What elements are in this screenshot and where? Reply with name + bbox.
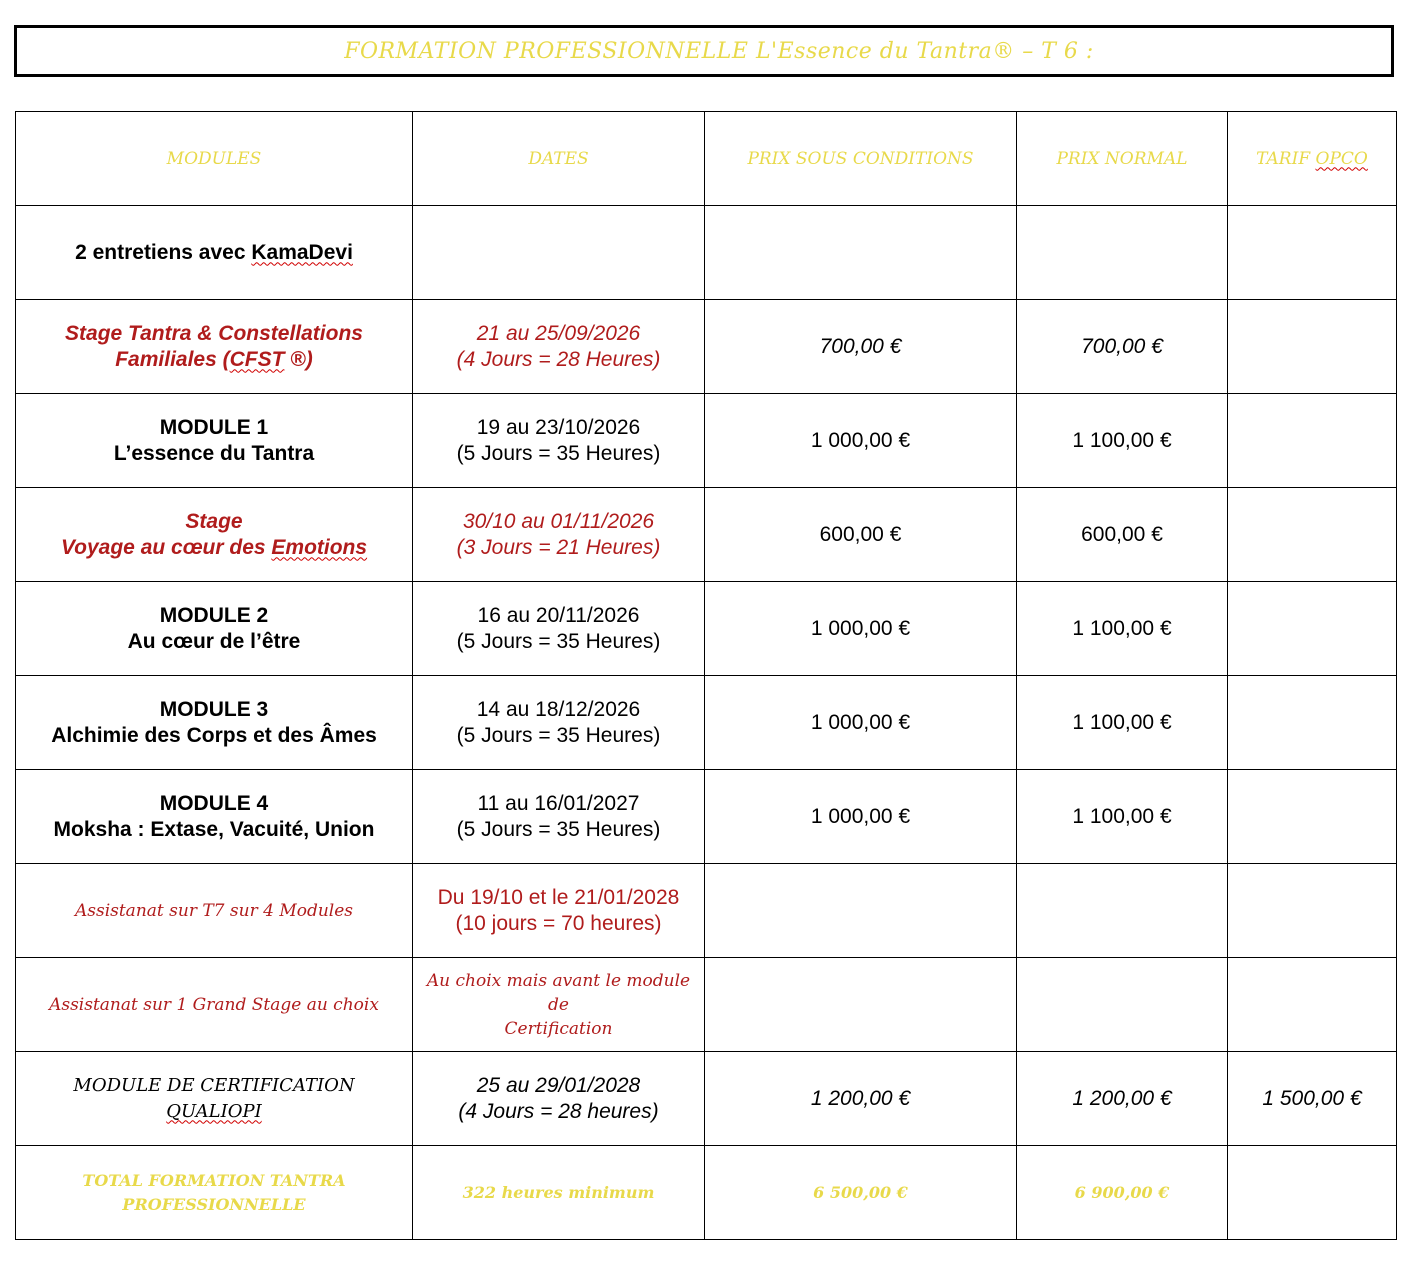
module-word: KamaDevi bbox=[251, 240, 353, 264]
table-row bbox=[16, 770, 1397, 864]
dates-line-2: (5 Jours = 35 Heures) bbox=[456, 817, 661, 841]
dates-line-2: (5 Jours = 35 Heures) bbox=[456, 441, 661, 465]
prix-conditions-cell bbox=[705, 206, 1017, 300]
module-cell bbox=[16, 676, 413, 770]
dates-line-2: (5 Jours = 35 Heures) bbox=[456, 629, 661, 653]
module-cell bbox=[16, 394, 413, 488]
dates-cell bbox=[413, 206, 705, 300]
dates-line-2: (4 Jours = 28 heures) bbox=[458, 1099, 659, 1123]
module-line-2: Moksha : Extase, Vacuité, Union bbox=[53, 817, 375, 841]
module-cell bbox=[16, 582, 413, 676]
module-line-1: Stage bbox=[185, 509, 243, 533]
module-line-1: MODULE 4 bbox=[159, 791, 269, 815]
table-row bbox=[16, 488, 1397, 582]
module-line-2: Au cœur de l’être bbox=[127, 629, 301, 653]
header-tarif-word: OPCO bbox=[1315, 148, 1368, 169]
total-row bbox=[16, 1146, 1397, 1240]
dates-line-2: (4 Jours = 28 Heures) bbox=[456, 347, 661, 371]
module-word: QUALIOPI bbox=[166, 1100, 262, 1122]
dates-cell bbox=[413, 864, 705, 958]
module-word: Emotions bbox=[271, 535, 368, 559]
tarif-cell bbox=[1228, 770, 1397, 864]
table-row bbox=[16, 582, 1397, 676]
table-row bbox=[16, 1052, 1397, 1146]
total-prix-conditions-cell: 6 500,00 € bbox=[705, 1146, 1017, 1240]
header-prix-normal: PRIX NORMAL bbox=[1017, 112, 1228, 206]
table-row bbox=[16, 394, 1397, 488]
prix-conditions-cell: 700,00 € bbox=[705, 300, 1017, 394]
tarif-cell bbox=[1228, 582, 1397, 676]
module-cell bbox=[16, 770, 413, 864]
prix-conditions-cell bbox=[705, 864, 1017, 958]
header-row bbox=[16, 112, 1397, 206]
dates-line-1: 25 au 29/01/2028 bbox=[476, 1073, 641, 1097]
module-word: CFST bbox=[229, 347, 285, 371]
table-row bbox=[16, 676, 1397, 770]
header-tarif-prefix: TARIF bbox=[1256, 148, 1316, 169]
tarif-cell bbox=[1228, 958, 1397, 1052]
tarif-cell bbox=[1228, 488, 1397, 582]
module-line-1: MODULE 2 bbox=[159, 603, 269, 627]
dates-cell bbox=[413, 1052, 705, 1146]
prix-normal-cell: 700,00 € bbox=[1017, 300, 1228, 394]
dates-line-1: Au choix mais avant le module de bbox=[426, 970, 691, 1015]
dates-cell bbox=[413, 582, 705, 676]
table-row bbox=[16, 206, 1397, 300]
total-line-1: TOTAL FORMATION TANTRA bbox=[82, 1170, 346, 1190]
header-dates: DATES bbox=[413, 112, 705, 206]
header-tarif-opco bbox=[1228, 112, 1397, 206]
prix-conditions-cell: 1 200,00 € bbox=[705, 1052, 1017, 1146]
tarif-cell bbox=[1228, 206, 1397, 300]
module-line-1: MODULE 3 bbox=[159, 697, 269, 721]
module-prefix: 2 entretiens avec bbox=[75, 240, 252, 264]
prix-conditions-cell bbox=[705, 958, 1017, 1052]
module-line-2: Alchimie des Corps et des Âmes bbox=[51, 723, 377, 747]
dates-cell bbox=[413, 958, 705, 1052]
prix-normal-cell: 1 100,00 € bbox=[1017, 676, 1228, 770]
module-prefix: Familiales ( bbox=[115, 347, 230, 371]
header-modules: MODULES bbox=[16, 112, 413, 206]
module-line-2 bbox=[22, 347, 406, 373]
prix-normal-cell: 1 200,00 € bbox=[1017, 1052, 1228, 1146]
dates-cell bbox=[413, 394, 705, 488]
title-box bbox=[14, 25, 1394, 77]
tarif-cell bbox=[1228, 300, 1397, 394]
total-label-cell bbox=[16, 1146, 413, 1240]
dates-line-1: 16 au 20/11/2026 bbox=[477, 603, 640, 627]
prix-conditions-cell: 1 000,00 € bbox=[705, 582, 1017, 676]
dates-line-2: (3 Jours = 21 Heures) bbox=[456, 535, 661, 559]
prix-normal-cell: 1 100,00 € bbox=[1017, 394, 1228, 488]
module-cell bbox=[16, 1052, 413, 1146]
table-row bbox=[16, 300, 1397, 394]
total-prix-normal-cell: 6 900,00 € bbox=[1017, 1146, 1228, 1240]
table-row bbox=[16, 864, 1397, 958]
dates-line-1: 21 au 25/09/2026 bbox=[476, 321, 641, 345]
module-cell bbox=[16, 488, 413, 582]
total-hours-cell: 322 heures minimum bbox=[413, 1146, 705, 1240]
dates-line-1: 11 au 16/01/2027 bbox=[477, 791, 640, 815]
prix-normal-cell: 600,00 € bbox=[1017, 488, 1228, 582]
module-suffix: ®) bbox=[284, 347, 313, 371]
module-cell: Assistanat sur 1 Grand Stage au choix bbox=[16, 958, 413, 1052]
dates-line-1: Du 19/10 et le 21/01/2028 bbox=[437, 885, 680, 909]
dates-line-2: (5 Jours = 35 Heures) bbox=[456, 723, 661, 747]
prix-normal-cell: 1 100,00 € bbox=[1017, 770, 1228, 864]
total-line-2: PROFESSIONNELLE bbox=[122, 1194, 306, 1214]
module-line-2: L’essence du Tantra bbox=[113, 441, 315, 465]
module-prefix: Voyage au cœur des bbox=[60, 535, 272, 559]
tarif-cell bbox=[1228, 394, 1397, 488]
prix-normal-cell bbox=[1017, 864, 1228, 958]
prix-normal-cell bbox=[1017, 958, 1228, 1052]
module-cell bbox=[16, 300, 413, 394]
dates-line-1: 14 au 18/12/2026 bbox=[476, 697, 641, 721]
total-tarif-cell bbox=[1228, 1146, 1397, 1240]
formation-table bbox=[15, 111, 1397, 1240]
tarif-cell: 1 500,00 € bbox=[1228, 1052, 1397, 1146]
dates-cell bbox=[413, 300, 705, 394]
prix-conditions-cell: 600,00 € bbox=[705, 488, 1017, 582]
dates-cell bbox=[413, 488, 705, 582]
dates-cell bbox=[413, 770, 705, 864]
module-line-1: Stage Tantra & Constellations bbox=[65, 321, 363, 345]
dates-line-1: 19 au 23/10/2026 bbox=[476, 415, 641, 439]
prix-conditions-cell: 1 000,00 € bbox=[705, 676, 1017, 770]
tarif-cell bbox=[1228, 676, 1397, 770]
dates-line-2: (10 jours = 70 heures) bbox=[455, 911, 662, 935]
prix-conditions-cell: 1 000,00 € bbox=[705, 770, 1017, 864]
module-line-2 bbox=[22, 535, 406, 561]
dates-line-1: 30/10 au 01/11/2026 bbox=[462, 509, 655, 533]
module-line-1: MODULE DE CERTIFICATION bbox=[73, 1074, 355, 1096]
prix-normal-cell bbox=[1017, 206, 1228, 300]
table-row bbox=[16, 958, 1397, 1052]
dates-cell bbox=[413, 676, 705, 770]
module-cell: Assistanat sur T7 sur 4 Modules bbox=[16, 864, 413, 958]
module-line-1: MODULE 1 bbox=[159, 415, 269, 439]
prix-normal-cell: 1 100,00 € bbox=[1017, 582, 1228, 676]
module-line-2 bbox=[22, 1099, 406, 1125]
dates-line-2: Certification bbox=[504, 1018, 613, 1039]
page-title: FORMATION PROFESSIONNELLE L'Essence du Tantra® – T 6 : bbox=[344, 38, 1094, 64]
tarif-cell bbox=[1228, 864, 1397, 958]
header-prix-conditions: PRIX SOUS CONDITIONS bbox=[705, 112, 1017, 206]
prix-conditions-cell: 1 000,00 € bbox=[705, 394, 1017, 488]
module-cell bbox=[16, 206, 413, 300]
